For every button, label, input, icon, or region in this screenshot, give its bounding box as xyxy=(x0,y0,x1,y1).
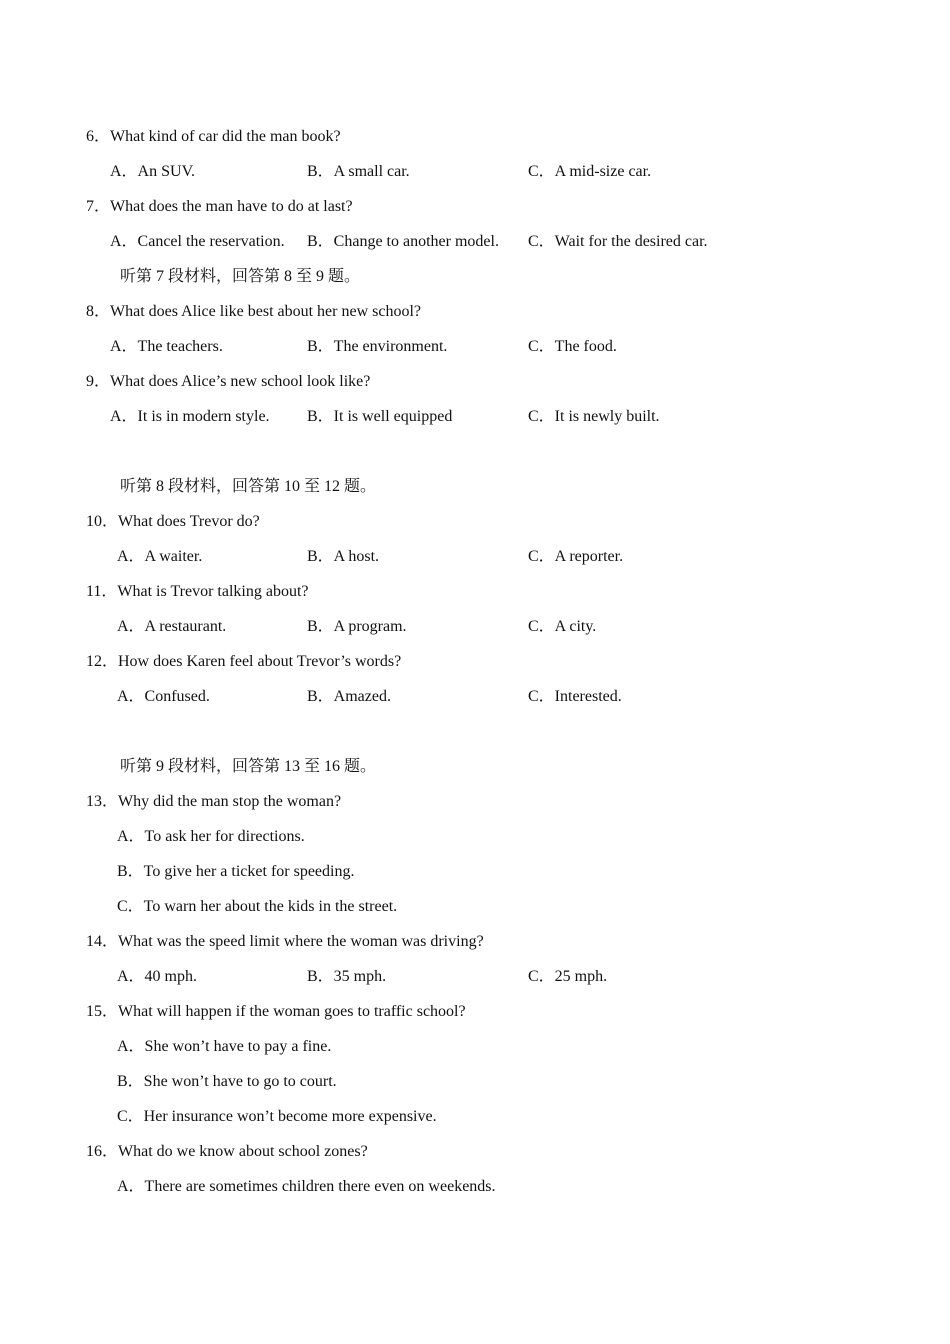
question-9: 9．What does Alice’s new school look like? xyxy=(86,373,371,390)
question-8: 8．What does Alice like best about her new school? xyxy=(86,303,422,320)
q6-option-c: C．A mid-size car. xyxy=(528,163,652,180)
question-7: 7．What does the man have to do at last? xyxy=(86,198,353,215)
q14-option-b: B．35 mph. xyxy=(307,968,387,985)
section-8-heading: 听第 8 段材料，回答第 10 至 12 题。 xyxy=(120,478,377,495)
question-15: 15．What will happen if the woman goes to traffic school? xyxy=(86,1003,466,1020)
q7-option-b: B．Change to another model. xyxy=(307,233,499,250)
q8-option-b: B．The environment. xyxy=(307,338,448,355)
q7-option-c: C．Wait for the desired car. xyxy=(528,233,708,250)
q7-option-a: A．Cancel the reservation. xyxy=(110,233,285,250)
q8-option-c: C．The food. xyxy=(528,338,617,355)
q15-option-b: B．She won’t have to go to court. xyxy=(117,1073,337,1090)
q6-option-b: B．A small car. xyxy=(307,163,410,180)
question-14: 14．What was the speed limit where the woman was driving? xyxy=(86,933,484,950)
q10-option-a: A．A waiter. xyxy=(117,548,203,565)
q11-option-a: A．A restaurant. xyxy=(117,618,227,635)
q14-option-a: A．40 mph. xyxy=(117,968,198,985)
q12-option-c: C．Interested. xyxy=(528,688,622,705)
q8-option-a: A．The teachers. xyxy=(110,338,223,355)
section-7-heading: 听第 7 段材料，回答第 8 至 9 题。 xyxy=(120,268,361,285)
q9-option-c: C．It is newly built. xyxy=(528,408,660,425)
q13-option-b: B．To give her a ticket for speeding. xyxy=(117,863,355,880)
q9-option-b: B．It is well equipped xyxy=(307,408,453,425)
q6-option-a: A．An SUV. xyxy=(110,163,196,180)
q11-option-b: B．A program. xyxy=(307,618,407,635)
q10-option-c: C．A reporter. xyxy=(528,548,624,565)
question-16: 16．What do we know about school zones? xyxy=(86,1143,368,1160)
question-6: 6．What kind of car did the man book? xyxy=(86,128,341,145)
q13-option-c: C．To warn her about the kids in the street. xyxy=(117,898,398,915)
q13-option-a: A．To ask her for directions. xyxy=(117,828,305,845)
question-10: 10．What does Trevor do? xyxy=(86,513,260,530)
q11-option-c: C．A city. xyxy=(528,618,597,635)
section-9-heading: 听第 9 段材料，回答第 13 至 16 题。 xyxy=(120,758,377,775)
q14-option-c: C．25 mph. xyxy=(528,968,608,985)
q15-option-c: C．Her insurance won’t become more expensive. xyxy=(117,1108,437,1125)
question-13: 13．Why did the man stop the woman? xyxy=(86,793,342,810)
q12-option-b: B．Amazed. xyxy=(307,688,391,705)
q16-option-a: A．There are sometimes children there even on weekends. xyxy=(117,1178,496,1195)
q12-option-a: A．Confused. xyxy=(117,688,210,705)
q15-option-a: A．She won’t have to pay a fine. xyxy=(117,1038,332,1055)
question-12: 12．How does Karen feel about Trevor’s words? xyxy=(86,653,402,670)
question-11: 11．What is Trevor talking about? xyxy=(86,583,309,600)
q10-option-b: B．A host. xyxy=(307,548,380,565)
q9-option-a: A．It is in modern style. xyxy=(110,408,270,425)
